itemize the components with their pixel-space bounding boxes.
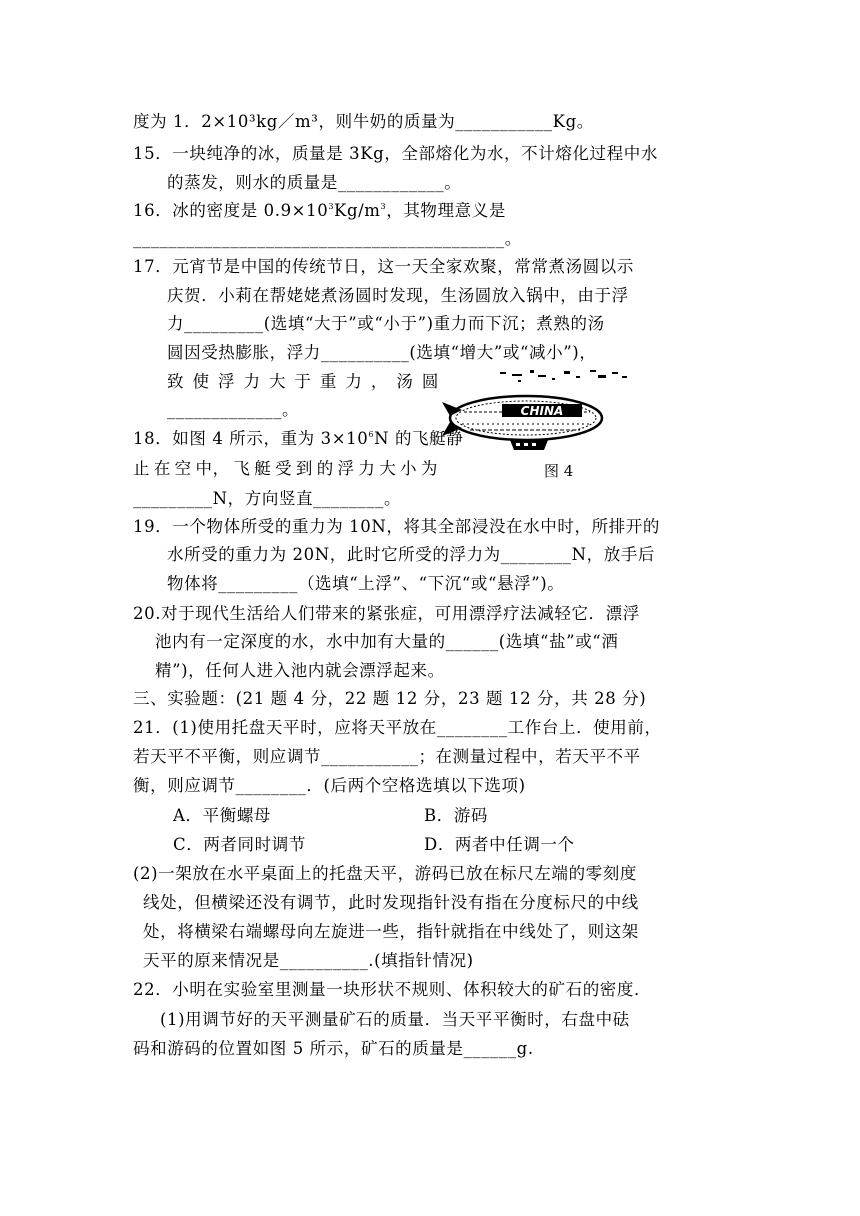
char: 大 — [379, 459, 397, 478]
question-17: 17．元宵节是中国的传统节日，这一天全家欢聚，常常煮汤圆以示 — [133, 257, 634, 276]
line-11: _____________。 — [167, 400, 300, 419]
question-21: 21．(1)使用托盘天平时，应将天平放在________工作台上．使用前， — [133, 718, 662, 737]
superscript: 3 — [380, 202, 387, 211]
line-7: 庆贺．小莉在帮姥姥煮汤圆时发现，生汤圆放入锅中，由于浮 — [167, 286, 629, 305]
line-17: 物体将_________（选填“上浮”、“下沉“或“悬浮”)。 — [167, 574, 565, 593]
text: 16．冰的密度是 0.9×10 — [133, 201, 329, 220]
char: 止 — [133, 459, 151, 478]
airship-envelope — [450, 396, 602, 440]
char: 力 — [243, 372, 261, 391]
answer-line-16: __________________________________________。 — [133, 229, 522, 248]
line-26: 线处，但横梁还没有调节，此时发现指针没有指在分度标尺的中线 — [143, 893, 639, 912]
airship-lettering: CHINA — [520, 404, 564, 418]
char: 于 — [294, 372, 312, 391]
text: ，其物理意义是 — [386, 201, 506, 220]
figure-caption: 图 4 — [544, 462, 574, 480]
section-heading: 三、实验题：(21 题 4 分，22 题 12 分，23 题 12 分，共 28 分) — [133, 689, 647, 708]
char: ， — [370, 372, 388, 391]
line-9: 圆因受热膨胀，浮力__________(选填“增大”或“减小”)， — [167, 343, 597, 362]
char: 致 — [167, 372, 185, 391]
question-19: 19．一个物体所受的重力为 10N，将其全部浸没在水中时，所排开的 — [133, 517, 660, 536]
line-10 — [167, 372, 439, 392]
line-8: 力_________(选填“大于”或“小于”)重力而下沉；煮熟的汤 — [167, 314, 605, 333]
char: 受 — [275, 459, 293, 478]
text: N 的飞艇静 — [374, 429, 464, 448]
text: 度为 1．2×10³kg／m³，则牛奶的质量为___________Kg。 — [133, 112, 594, 131]
char: 力 — [345, 372, 363, 391]
superscript: 6 — [368, 430, 375, 439]
question-22: 22．小明在实验室里测量一块形状不规则、体积较大的矿石的密度． — [133, 980, 652, 999]
specks — [500, 370, 627, 382]
char: 浮 — [337, 459, 355, 478]
gondola — [510, 440, 548, 450]
airship-figure — [440, 366, 634, 458]
line-1 — [133, 112, 594, 132]
line-14: _________N，方向竖直________。 — [133, 489, 402, 508]
char: 力 — [358, 459, 376, 478]
line-19: 池内有一定深度的水，水中加有大量的______(选填“盐”或“酒 — [155, 632, 619, 651]
char: 汤 — [396, 372, 414, 391]
question-20: 20.对于现代生活给人们带来的紧张症，可用漂浮疗法减轻它．漂浮 — [133, 604, 640, 623]
question-21-part-2: (2)一架放在水平桌面上的托盘天平，游码已放在标尺左端的零刻度 — [133, 864, 637, 883]
question-16 — [133, 201, 506, 221]
char: 空 — [174, 459, 192, 478]
char: 的 — [316, 459, 334, 478]
line-13 — [133, 459, 438, 479]
text: 18．如图 4 所示，重为 3×10 — [133, 429, 369, 448]
line-27: 处，将横梁右端螺母向左旋进一些，指针就指在中线处了，则这架 — [143, 922, 639, 941]
char: 中， — [195, 459, 230, 478]
char: 重 — [319, 372, 338, 391]
airship-illustration — [440, 366, 634, 458]
char: 飞 — [233, 459, 251, 478]
option-d: D．两者中任调一个 — [424, 835, 575, 854]
char: 大 — [268, 372, 287, 391]
char: 艇 — [254, 459, 272, 478]
line-23: 若天平不平衡，则应调节___________；在测量过程中，若天平不平 — [133, 747, 641, 766]
line-28: 天平的原来情况是__________.(填指针情况) — [143, 951, 474, 970]
option-c: C．两者同时调节 — [173, 835, 306, 854]
line-31: 码和游码的位置如图 5 所示，矿石的质量是______g. — [133, 1039, 534, 1058]
line-30: (1)用调节好的天平测量矿石的质量．当天平平衡时，右盘中砝 — [160, 1010, 630, 1029]
char: 小 — [400, 459, 418, 478]
line-16: 水所受的重力为 20N，此时它所受的浮力为________N，放手后 — [167, 545, 656, 564]
superscript: 3 — [328, 202, 335, 211]
text: Kg/m — [334, 201, 381, 220]
option-a: A．平衡螺母 — [173, 806, 272, 825]
question-15: 15．一块纯净的冰，质量是 3Kg，全部熔化为水，不计熔化过程中水 — [133, 144, 658, 163]
char: 圆 — [421, 372, 439, 391]
line-3: 的蒸发，则水的质量是____________。 — [167, 173, 462, 192]
char: 到 — [295, 459, 313, 478]
char: 在 — [153, 459, 171, 478]
char: 为 — [420, 459, 438, 478]
char: 使 — [192, 372, 210, 391]
line-24: 衡，则应调节________．(后两个空格选填以下选项) — [133, 776, 526, 795]
option-b: B．游码 — [424, 806, 489, 825]
line-20: 精”)，任何人进入池内就会漂浮起来。 — [155, 661, 445, 680]
question-18 — [133, 429, 463, 449]
char: 浮 — [217, 372, 236, 391]
